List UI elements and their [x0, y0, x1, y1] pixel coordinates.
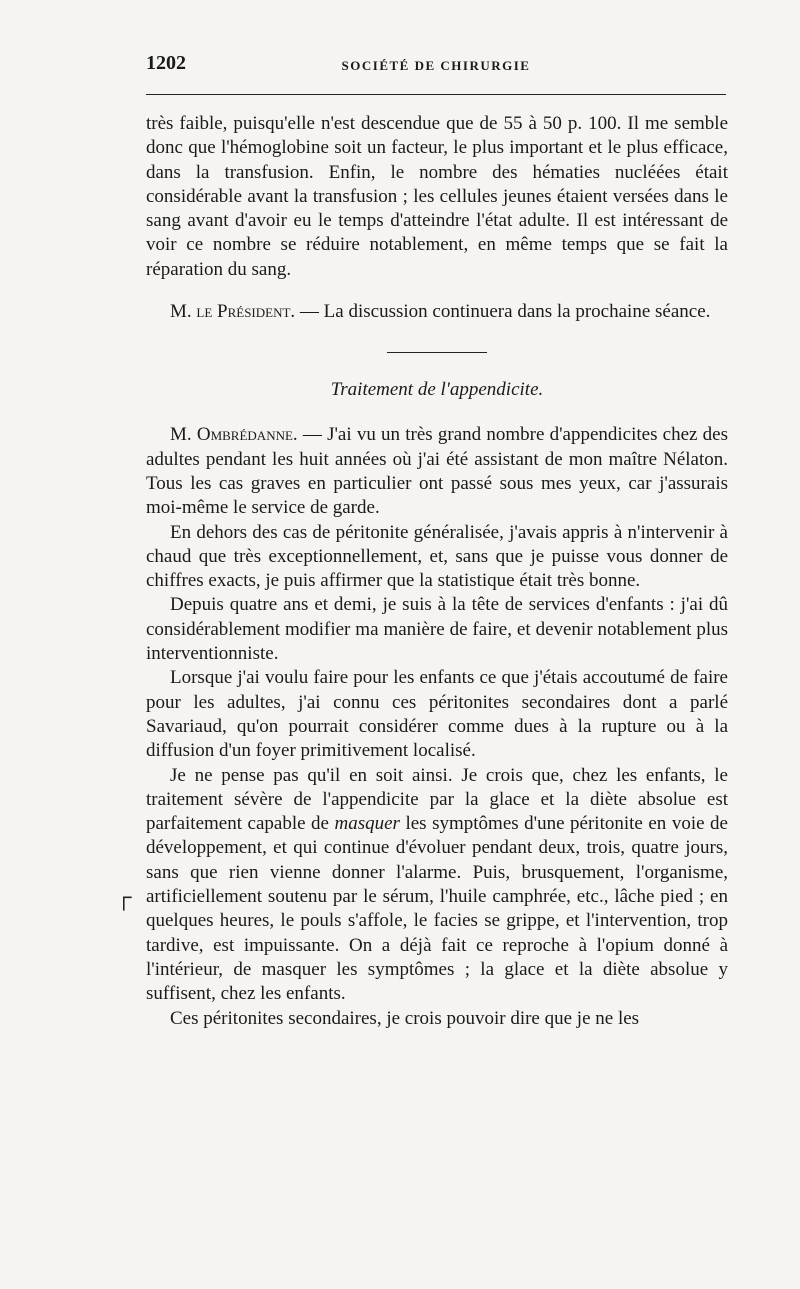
margin-bracket-mark: ┌: [116, 884, 132, 909]
page-body: [146, 112, 728, 1031]
emphasis-masquer: masquer: [334, 813, 400, 835]
president-remark: — La discussion continuera dans la prochaine séance.: [295, 301, 711, 323]
paragraph-6: Lorsque j'ai voulu faire pour les enfants ce que j'étais accoutumé de faire pour les adultes, j'ai connu ces péritonites secondaires dont a parlé Savariaud, qu'on pourrait considérer comme dues à la rupture ou à la diffusion d'un foyer primitivement localisé.: [146, 667, 728, 762]
paragraph-4: En dehors des cas de péritonite généralisée, j'avais appris à n'intervenir à chaud que très exceptionnellement, et, sans que je puisse vous donner de chiffres exacts, je puis affirmer que la statistique était très bonne.: [146, 521, 728, 592]
section-title: Traitement de l'appendicite.: [330, 379, 544, 401]
ombredanne-remark: — J'ai vu un très grand nombre d'appendicites chez des adultes pendant les huit années où j'ai été assistant de mon maître Nélaton. Tous les cas graves en particulier ont passé sous mes yeux, car j'assurais moi-même le service de garde.: [146, 424, 729, 519]
speaker-president: M. le Président.: [170, 301, 296, 323]
paragraph-7-part-a: Je ne pense pas qu'il en soit ainsi. Je crois que, chez les enfants, le traitement sévère de l'appendicite par la glace et la diète absolue est parfaitement capable de: [146, 764, 728, 835]
paragraph-1: très faible, puisqu'elle n'est descendue que de 55 à 50 p. 100. Il me semble donc que l'hémoglobine soit un facteur, le plus important et le plus efficace, dans la transfusion. Enfin, le nombre des hématies nucléées était considérable avant la transfusion ; les cellules jeunes étaient versées dans le sang avant d'avoir eu le temps d'atteindre l'état adulte. Il est intéressant de voir ce nombre se réduire notablement, en même temps que se fait la réparation du sang.: [146, 113, 728, 280]
header-rule: [146, 94, 726, 95]
page-header: [146, 52, 726, 82]
speaker-ombredanne: M. Ombrédanne.: [170, 424, 298, 446]
paragraph-8: Ces péritonites secondaires, je crois pouvoir dire que je ne les: [170, 1007, 640, 1029]
paragraph-7-part-b: les symptômes d'une péritonite en voie de développement, et qui continue d'évoluer pendant deux, trois, quatre jours, sans que rien vienne donner l'alarme. Puis, brusquement, l'organisme, artificiellement soutenu par le sérum, l'huile camphrée, etc., lâche pied ; en quelques heures, le pouls s'affole, le facies se grippe, et l'intervention, trop tardive, est impuissante. On a déjà fait ce reproche à l'opium donné à l'intérieur, de masquer les symptômes ; la glace et la diète absolue y suffisent, chez les enfants.: [146, 813, 728, 1005]
running-head: SOCIÉTÉ DE CHIRURGIE: [341, 58, 531, 73]
paragraph-president: [146, 300, 728, 324]
section-separator: [387, 352, 487, 353]
page-number: 1202: [146, 52, 186, 74]
paragraph-7: [146, 764, 728, 1007]
paragraph-ombredanne: [146, 423, 728, 520]
paragraph-5: Depuis quatre ans et demi, je suis à la tête de services d'enfants : j'ai dû considérablement modifier ma manière de faire, et devenir notablement plus interventionniste.: [146, 594, 728, 665]
